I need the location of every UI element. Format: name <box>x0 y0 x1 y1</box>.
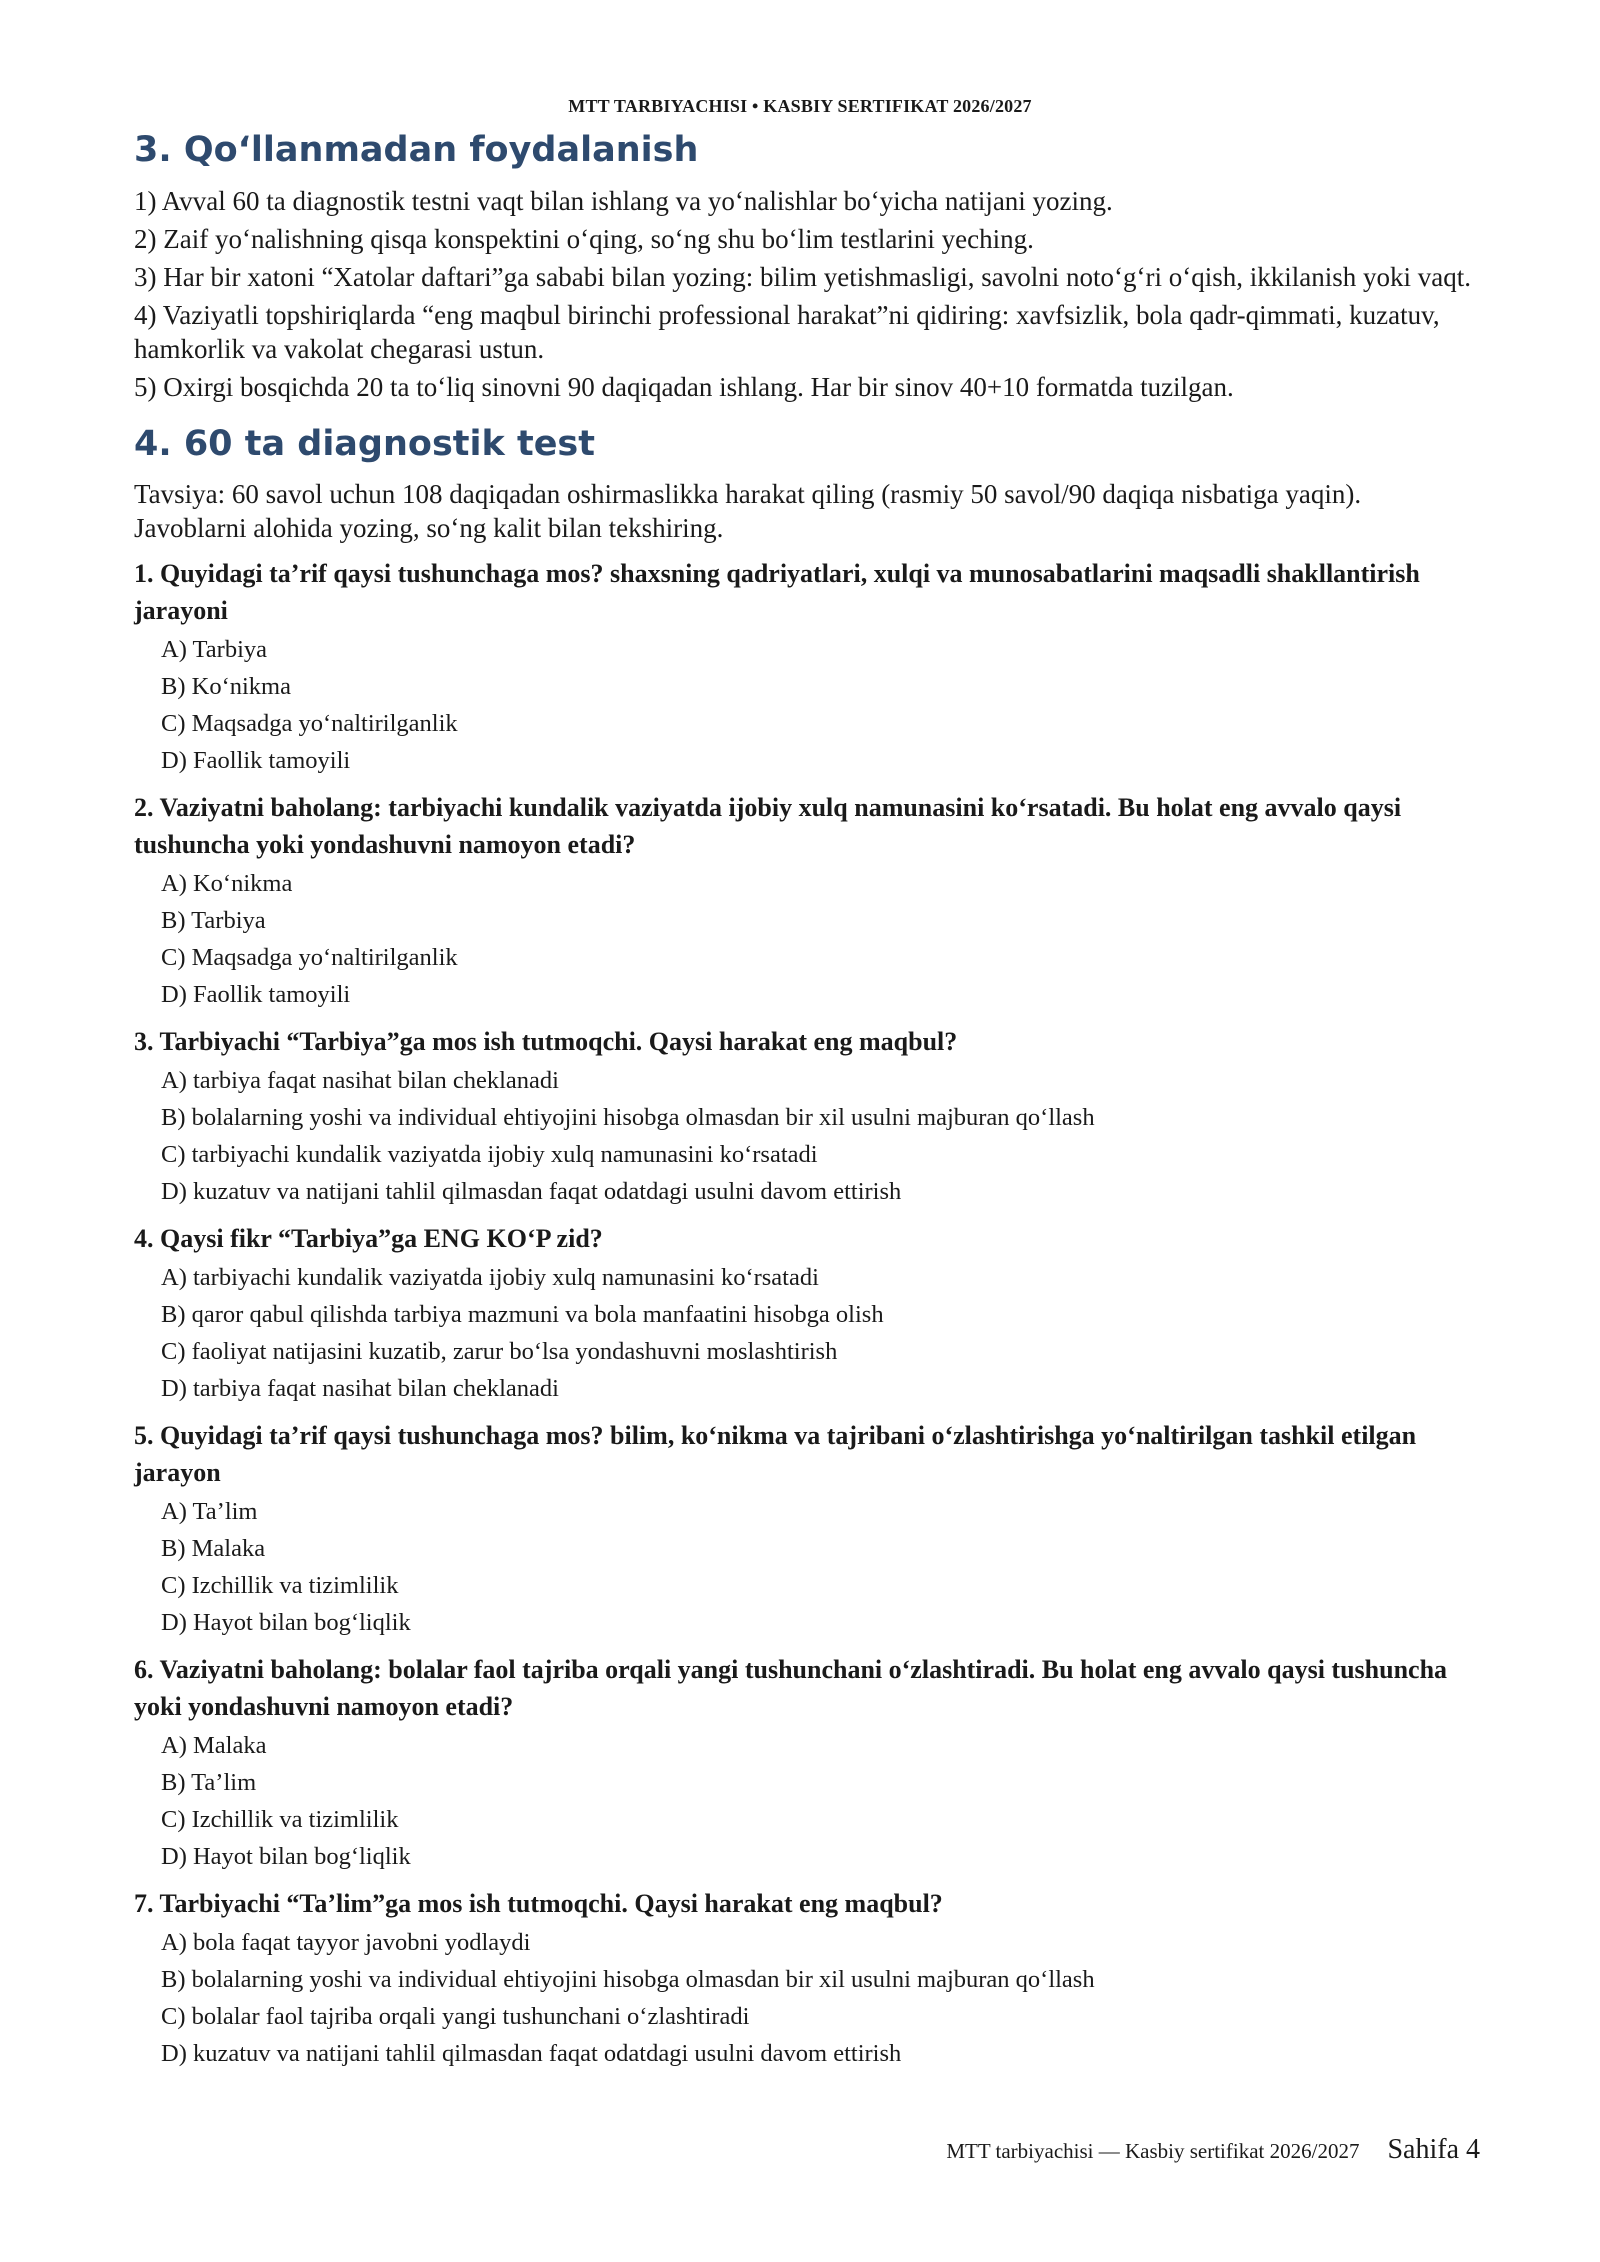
answer-option: B) qaror qabul qilishda tarbiya mazmuni va bola manfaatini hisobga olish <box>161 1301 884 1328</box>
question-list <box>134 555 1474 2072</box>
answer-option: A) tarbiya faqat nasihat bilan cheklanadi <box>161 1067 559 1094</box>
question-text: 5. Quyidagi ta’rif qaysi tushunchaga mos? bilim, ko‘nikma va tajribani o‘zlashtirishga yo‘naltirilgan tashkil etilgan jarayon <box>134 1421 1417 1487</box>
answer-option: C) faoliyat natijasini kuzatib, zarur bo‘lsa yondashuvni moslashtirish <box>161 1338 838 1365</box>
answer-option: D) tarbiya faqat nasihat bilan cheklanadi <box>161 1375 559 1402</box>
usage-steps <box>134 184 1474 404</box>
running-header: MTT TARBIYACHISI • KASBIY SERTIFIKAT 2026/2027 <box>568 96 1032 116</box>
answer-option: C) Maqsadga yo‘naltirilganlik <box>161 710 458 737</box>
usage-step: 2) Zaif yo‘nalishning qisqa konspektini o‘qing, so‘ng shu bo‘lim testlarini yeching. <box>134 223 1034 254</box>
answer-option: A) Ko‘nikma <box>161 870 293 897</box>
question-text: 7. Tarbiyachi “Ta’lim”ga mos ish tutmoqchi. Qaysi harakat eng maqbul? <box>134 1889 943 1918</box>
question-3 <box>134 1023 1474 1210</box>
question-text: 1. Quyidagi ta’rif qaysi tushunchaga mos? shaxsning qadriyatlari, xulqi va munosabatlarini maqsadli shakllantirish jarayoni <box>134 559 1420 625</box>
answer-option: B) Malaka <box>161 1535 266 1562</box>
usage-step: 5) Oxirgi bosqichda 20 ta to‘liq sinovni 90 daqiqadan ishlang. Har bir sinov 40+10 formatda tuzilgan. <box>134 371 1234 402</box>
answer-option: D) Faollik tamoyili <box>161 747 351 774</box>
answer-option: C) tarbiyachi kundalik vaziyatda ijobiy xulq namunasini ko‘rsatadi <box>161 1141 818 1168</box>
answer-option: A) Tarbiya <box>161 636 268 663</box>
usage-step: 1) Avval 60 ta diagnostik testni vaqt bilan ishlang va yo‘nalishlar bo‘yicha natijani yozing. <box>134 185 1113 216</box>
usage-step: 3) Har bir xatoni “Xatolar daftari”ga sababi bilan yozing: bilim yetishmasligi, savolni noto‘g‘ri o‘qish, ikkilanish yoki vaqt. <box>134 261 1471 292</box>
question-4 <box>134 1220 1474 1407</box>
usage-step: 4) Vaziyatli topshiriqlarda “eng maqbul birinchi professional harakat”ni qidiring: xavfsizlik, bola qadr-qimmati, kuzatuv, hamkorlik va vakolat chegarasi ustun. <box>134 299 1440 364</box>
answer-option: B) Ko‘nikma <box>161 673 291 700</box>
answer-option: A) Malaka <box>161 1732 267 1759</box>
question-1 <box>134 555 1474 779</box>
question-text: 4. Qaysi fikr “Tarbiya”ga ENG KO‘P zid? <box>134 1224 603 1253</box>
answer-option: B) bolalarning yoshi va individual ehtiyojini hisobga olmasdan bir xil usulni majburan qo‘llash <box>161 1104 1095 1131</box>
question-5 <box>134 1417 1474 1641</box>
answer-option: D) Hayot bilan bog‘liqlik <box>161 1609 411 1636</box>
answer-option: B) Ta’lim <box>161 1769 257 1796</box>
question-text: 6. Vaziyatni baholang: bolalar faol tajriba orqali yangi tushunchani o‘zlashtiradi. Bu holat eng avvalo qaysi tushuncha yoki yondashuvni namoyon etadi? <box>134 1655 1448 1721</box>
answer-option: A) bola faqat tayyor javobni yodlaydi <box>161 1929 531 1956</box>
question-text: 2. Vaziyatni baholang: tarbiyachi kundalik vaziyatda ijobiy xulq namunasini ko‘rsatadi. Bu holat eng avvalo qaysi tushuncha yoki yondashuvni namoyon etadi? <box>134 793 1402 859</box>
question-2 <box>134 789 1474 1013</box>
answer-option: B) bolalarning yoshi va individual ehtiyojini hisobga olmasdan bir xil usulni majburan qo‘llash <box>161 1966 1095 1993</box>
page-number: Sahifa 4 <box>1387 2134 1480 2165</box>
question-text: 3. Tarbiyachi “Tarbiya”ga mos ish tutmoqchi. Qaysi harakat eng maqbul? <box>134 1027 958 1056</box>
answer-option: A) Ta’lim <box>161 1498 258 1525</box>
answer-option: D) Faollik tamoyili <box>161 981 351 1008</box>
answer-option: D) kuzatuv va natijani tahlil qilmasdan faqat odatdagi usulni davom ettirish <box>161 1178 902 1205</box>
answer-option: B) Tarbiya <box>161 907 266 934</box>
page-footer <box>946 2134 1480 2166</box>
question-6 <box>134 1651 1474 1875</box>
test-recommendation: Tavsiya: 60 savol uchun 108 daqiqadan oshirmaslikka harakat qiling (rasmiy 50 savol/90 daqiqa nisbatiga yaqin). Javoblarni alohida yozing, so‘ng kalit bilan tekshiring. <box>134 479 1362 543</box>
answer-option: D) kuzatuv va natijani tahlil qilmasdan faqat odatdagi usulni davom ettirish <box>161 2040 902 2067</box>
answer-option: C) Izchillik va tizimlilik <box>161 1572 399 1599</box>
answer-option: D) Hayot bilan bog‘liqlik <box>161 1843 411 1870</box>
answer-option: C) Izchillik va tizimlilik <box>161 1806 399 1833</box>
section-4-heading: 4. 60 ta diagnostik test <box>134 423 595 464</box>
answer-option: A) tarbiyachi kundalik vaziyatda ijobiy xulq namunasini ko‘rsatadi <box>161 1264 819 1291</box>
answer-option: C) bolalar faol tajriba orqali yangi tushunchani o‘zlashtiradi <box>161 2003 750 2030</box>
answer-option: C) Maqsadga yo‘naltirilganlik <box>161 944 458 971</box>
footer-text: MTT tarbiyachisi — Kasbiy sertifikat 2026/2027 <box>946 2139 1360 2163</box>
question-7 <box>134 1885 1474 2072</box>
page-content <box>134 128 1474 2072</box>
section-3-heading: 3. Qo‘llanmadan foydalanish <box>134 130 699 170</box>
